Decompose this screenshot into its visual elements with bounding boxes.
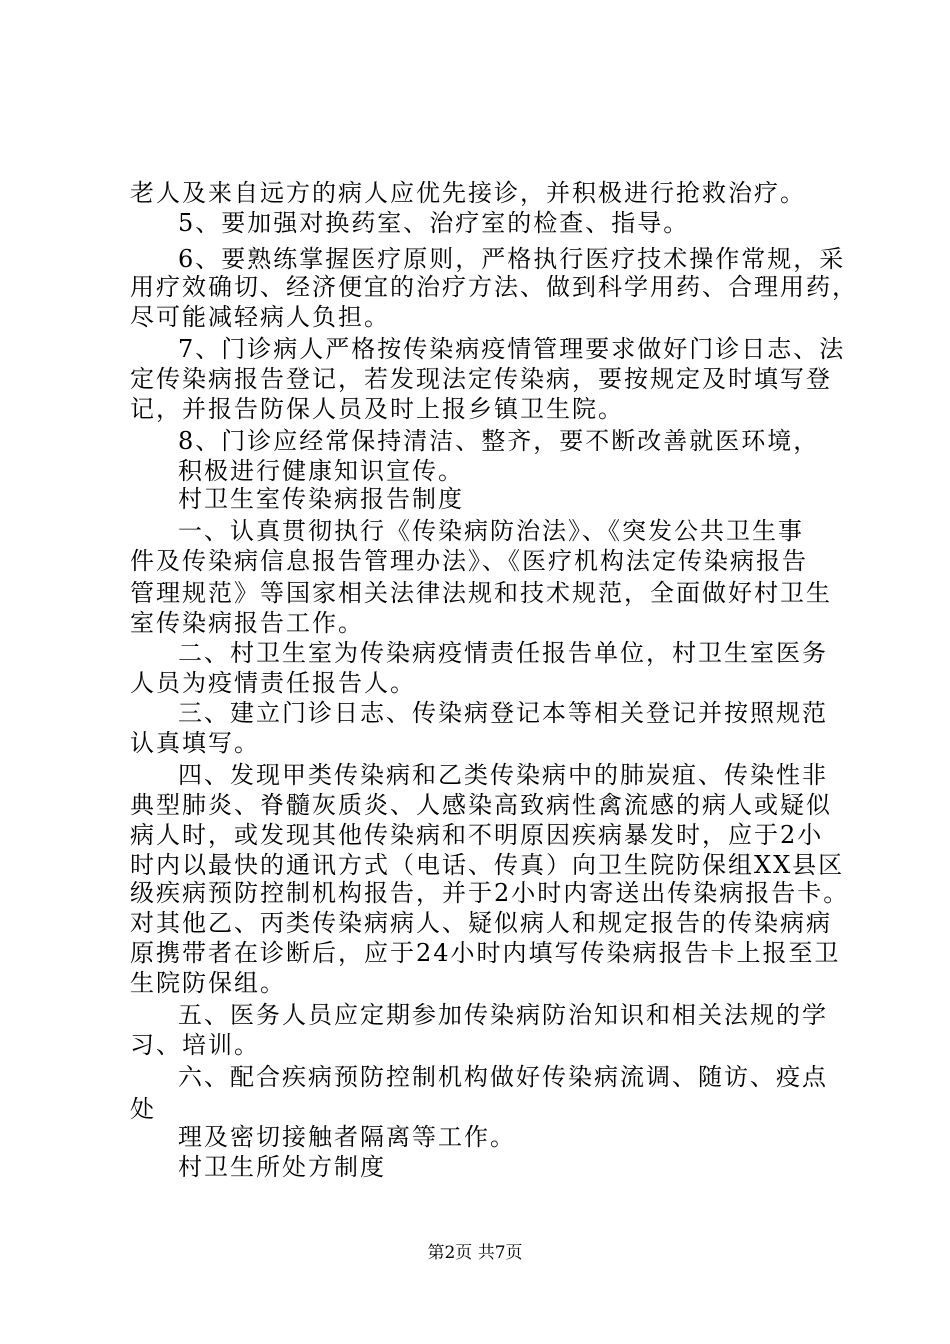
text-line: 7、门诊病人严格按传染病疫情管理要求做好门诊日志、法: [178, 335, 846, 363]
text-line: 二、村卫生室为传染病疫情责任报告单位，村卫生室医务: [178, 639, 828, 667]
text-line: 室传染病报告工作。: [130, 609, 364, 637]
text-line: 积极进行健康知识宣传。: [178, 457, 464, 485]
text-line: 时内以最快的通讯方式（电话、传真）向卫生院防保组XX县区: [130, 851, 845, 879]
text-line: 三、建立门诊日志、传染病登记本等相关登记并按照规范: [178, 699, 828, 727]
text-line: 处: [130, 1095, 156, 1123]
text-line: 一、认真贯彻执行《传染病防治法》、《突发公共卫生事: [178, 517, 804, 545]
text-line: 件及传染病信息报告管理办法》、《医疗机构法定传染病报告: [130, 547, 808, 575]
text-line: 原携带者在诊断后，应于24小时内填写传染病报告卡上报至卫: [130, 939, 841, 967]
text-line: 五、医务人员应定期参加传染病防治知识和相关法规的学: [178, 1001, 828, 1029]
section-heading: 村卫生室传染病报告制度: [178, 485, 464, 513]
text-line: 级疾病预防控制机构报告，并于2小时内寄送出传染病报告卡。: [130, 879, 850, 907]
text-line: 典型肺炎、脊髓灰质炎、人感染高致病性禽流感的病人或疑似: [130, 791, 832, 819]
text-line: 病人时，或发现其他传染病和不明原因疾病暴发时，应于2小: [130, 821, 824, 849]
text-line: 人员为疫情责任报告人。: [130, 669, 416, 697]
text-line: 对其他乙、丙类传染病病人、疑似病人和规定报告的传染病病: [130, 909, 832, 937]
text-line: 六、配合疾病预防控制机构做好传染病流调、随访、疫点: [178, 1063, 828, 1091]
text-line: 5、要加强对换药室、治疗室的检查、指导。: [178, 209, 690, 237]
page-footer: 第2页 共7页: [427, 1243, 523, 1263]
text-line: 尽可能减轻病人负担。: [130, 303, 390, 331]
text-line: 老人及来自远方的病人应优先接诊，并积极进行抢救治疗。: [130, 179, 806, 207]
text-line: 8、门诊应经常保持清洁、整齐，要不断改善就医环境，: [178, 427, 820, 455]
text-line: 管理规范》等国家相关法律法规和技术规范，全面做好村卫生: [130, 579, 832, 607]
text-line: 四、发现甲类传染病和乙类传染病中的肺炭疽、传染性非: [178, 761, 828, 789]
text-line: 认真填写。: [130, 729, 260, 757]
text-line: 记，并报告防保人员及时上报乡镇卫生院。: [130, 395, 624, 423]
section-heading: 村卫生所处方制度: [178, 1153, 386, 1181]
text-line: 6、要熟练掌握医疗原则，严格执行医疗技术操作常规，采: [178, 245, 846, 273]
text-line: 理及密切接触者隔离等工作。: [178, 1123, 516, 1151]
text-line: 习、培训。: [130, 1031, 260, 1059]
text-line: 定传染病报告登记，若发现法定传染病，要按规定及时填写登: [130, 365, 832, 393]
text-line: 生院防保组。: [130, 969, 286, 997]
text-line: 用疗效确切、经济便宜的治疗方法、做到科学用药、合理用药，: [130, 273, 858, 301]
